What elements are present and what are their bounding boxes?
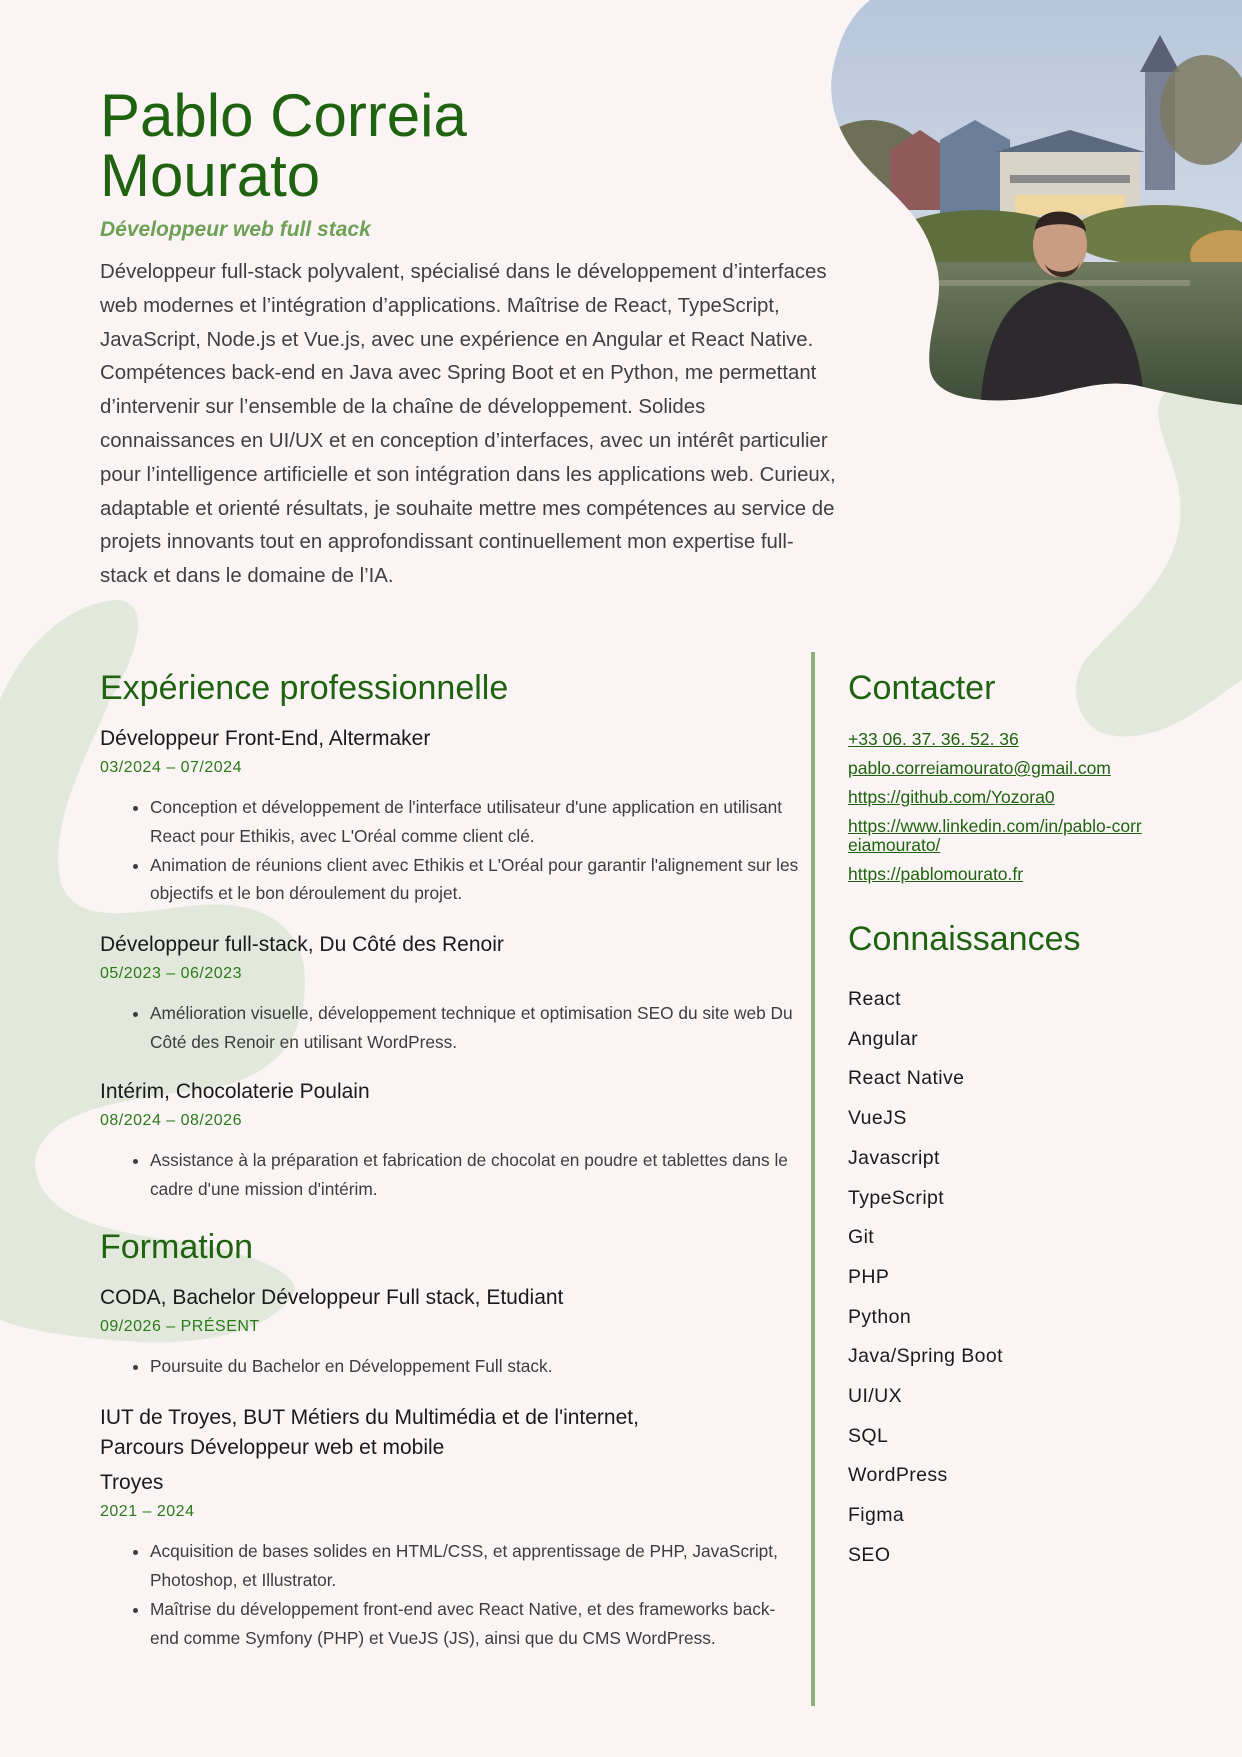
experience-item-title: Intérim, Chocolaterie Poulain <box>100 1079 370 1103</box>
experience-item-title: Développeur Front-End, Altermaker <box>100 727 431 750</box>
experience-section-title: Expérience professionnelle <box>100 669 509 707</box>
skills-list <box>848 980 1208 1576</box>
skill-item: Figma <box>848 1504 905 1527</box>
skill-item: Javascript <box>848 1146 940 1169</box>
skill-item: Python <box>848 1305 912 1328</box>
bullet-item: • Animation de réunions client avec Ethikis et L'Oréal pour garantir l'alignement sur les objectifs et le bon déroulement du projet. <box>150 851 800 909</box>
education-section-title: Formation <box>100 1228 254 1267</box>
education-item <box>100 1283 800 1381</box>
experience-item <box>100 724 800 908</box>
experience-item-dates: 05/2023 – 06/2023 <box>100 965 242 983</box>
skill-item: SQL <box>848 1424 889 1447</box>
email-link[interactable]: pablo.correiamourato@gmail.com <box>848 758 1111 778</box>
experience-item-bullets <box>100 1146 800 1204</box>
linkedin-link[interactable]: https://www.linkedin.com/in/pablo-correiamourato/ <box>848 816 1142 855</box>
bullet-item: • Acquisition de bases solides en HTML/CSS, et apprentissage de PHP, JavaScript, Photoshop, et Illustrator. <box>150 1537 800 1595</box>
experience-item <box>100 930 800 1057</box>
education-item-title: CODA, Bachelor Développeur Full stack, Etudiant <box>100 1286 564 1310</box>
bullet-item: • Maîtrise du développement front-end avec React Native, et des frameworks back-end comme Symfony (PHP) et VueJS (JS), ainsi que du CMS WordPress. <box>150 1595 800 1653</box>
full-name <box>100 82 740 209</box>
bullet-item: • Amélioration visuelle, développement technique et optimisation SEO du site web Du Côté des Renoir en utilisant WordPress. <box>150 999 800 1057</box>
experience-item-bullets <box>100 793 800 908</box>
bullet-item: • Conception et développement de l'interface utilisateur d'une application en utilisant React pour Ethikis, avec L'Oréal comme client clé. <box>150 793 800 851</box>
skill-item: React Native <box>848 1067 965 1090</box>
education-item-dates: 2021 – 2024 <box>100 1503 195 1521</box>
bullet-item: • Poursuite du Bachelor en Développement Full stack. <box>150 1352 800 1381</box>
profile-photo <box>830 0 1242 410</box>
skill-item: Java/Spring Boot <box>848 1345 1003 1368</box>
skill-item: WordPress <box>848 1464 948 1487</box>
experience-item-dates: 03/2024 – 07/2024 <box>100 759 242 776</box>
bullet-item: • Assistance à la préparation et fabrication de chocolat en poudre et tablettes dans le cadre d'une mission d'intérim. <box>150 1146 800 1204</box>
name-line-1: Pablo Correia <box>100 82 467 149</box>
left-column <box>100 666 800 1652</box>
skill-item: PHP <box>848 1265 890 1288</box>
experience-item-bullets <box>100 999 800 1057</box>
website-link[interactable]: https://pablomourato.fr <box>848 864 1024 884</box>
experience-item-title: Développeur full-stack, Du Côté des Renoir <box>100 933 504 957</box>
profile-summary: Développeur full-stack polyvalent, spécialisé dans le développement d’interfaces web modernes et l’intégration d’applications. Maîtrise de React, TypeScript, JavaScript, Node.js et Vue.js, avec une expérience en Angular et React Native. Compétences back-end en Java avec Spring Boot et en Python, me permettant d’intervenir sur l’ensemble de la chaîne de développement. Solides connaissances en UI/UX et en conception d’interfaces, avec un intérêt particulier pour l’intelligence artificielle et son intégration dans les applications web. Curieux, adaptable et orienté résultats, je souhaite mettre mes compétences au service de projets innovants tout en approfondissant continuellement mon expertise full-stack et dans le domaine de l’IA. <box>100 261 836 588</box>
skill-item: SEO <box>848 1543 891 1566</box>
education-item-title: IUT de Troyes, BUT Métiers du Multimédia et de l'internet, Parcours Développeur web et mobile <box>100 1406 639 1460</box>
job-title: Développeur web full stack <box>100 218 371 241</box>
phone-link[interactable]: +33 06. 37. 36. 52. 36 <box>848 729 1019 749</box>
contact-section-title: Contacter <box>848 669 996 707</box>
education-item-dates: 09/2026 – PRÉSENT <box>100 1318 260 1336</box>
name-line-2: Mourato <box>100 142 321 209</box>
skill-item: React <box>848 988 901 1010</box>
skill-item: UI/UX <box>848 1385 903 1408</box>
education-item-bullets <box>100 1537 800 1652</box>
github-link[interactable]: https://github.com/Yozora0 <box>848 787 1055 807</box>
skill-item: TypeScript <box>848 1186 945 1209</box>
education-item-bullets <box>100 1352 800 1381</box>
skill-item: Git <box>848 1226 875 1249</box>
education-item <box>100 1403 800 1652</box>
right-column <box>848 666 1208 1576</box>
skill-item: Angular <box>848 1027 919 1050</box>
education-item-location: Troyes <box>100 1471 164 1495</box>
contact-list <box>848 730 1208 885</box>
column-divider <box>811 652 815 1706</box>
experience-item <box>100 1077 800 1204</box>
skills-section-title: Connaissances <box>848 920 1081 958</box>
skill-item: VueJS <box>848 1107 907 1130</box>
experience-item-dates: 08/2024 – 08/2026 <box>100 1111 242 1129</box>
